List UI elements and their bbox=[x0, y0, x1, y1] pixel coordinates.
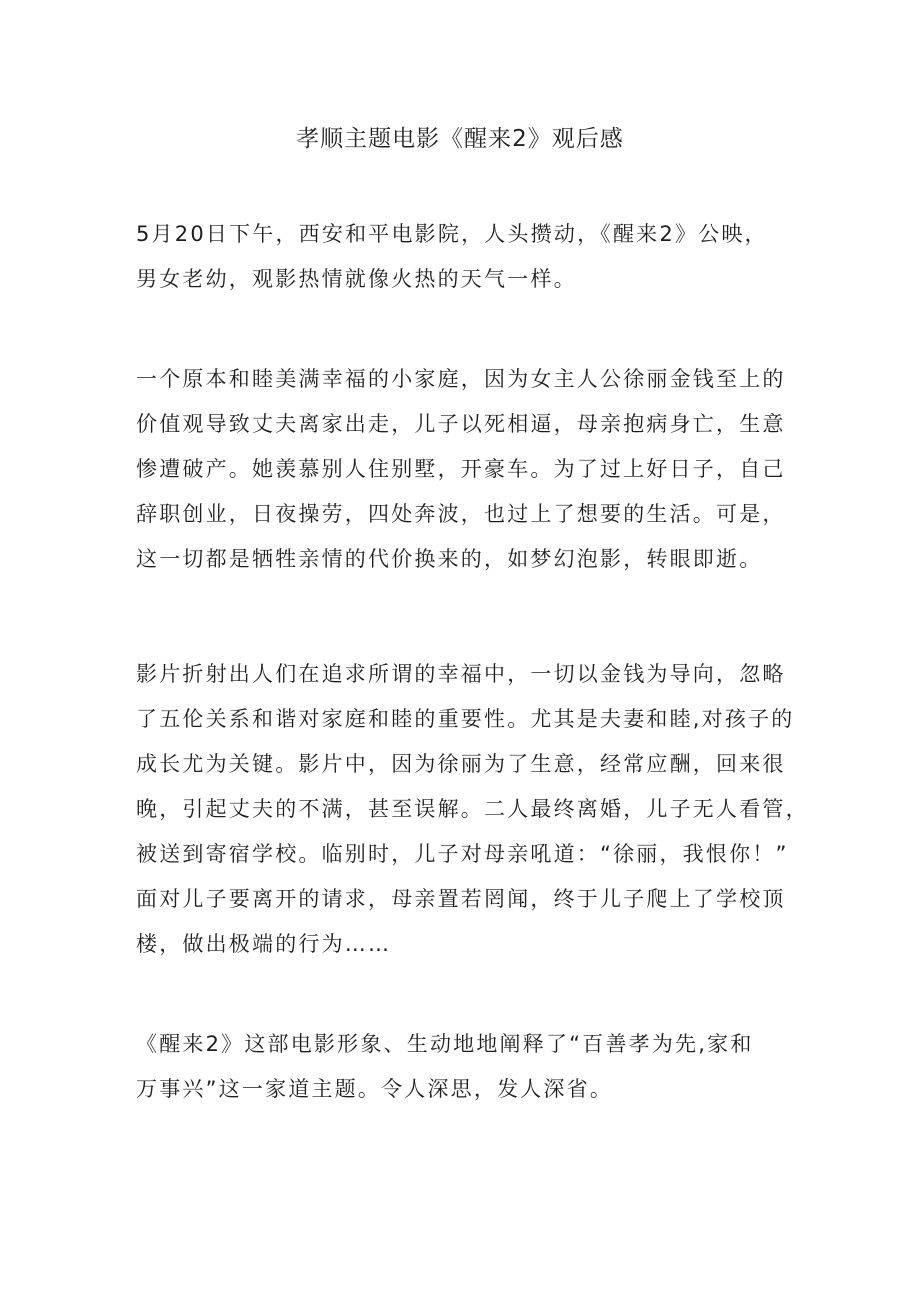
paragraph-4 bbox=[136, 1022, 788, 1112]
paragraph-line: 被送到寄宿学校。临别时，儿子对母亲吼道：“徐丽，我恨你！” bbox=[136, 842, 789, 866]
paragraph-line: 一个原本和睦美满幸福的小家庭，因为女主人公徐丽金钱至上的 bbox=[136, 367, 786, 391]
document-title: 孝顺主题电影《醒来2》观后感 bbox=[296, 126, 624, 152]
paragraph-1 bbox=[136, 212, 788, 302]
paragraph-line: 影片折射出人们在追求所谓的幸福中，一切以金钱为导向，忽略 bbox=[136, 662, 786, 686]
paragraph-line: 这一切都是牺牲亲情的代价换来的，如梦幻泡影，转眼即逝。 bbox=[136, 547, 763, 571]
paragraph-line: 《醒来2》这部电影形象、生动地地阐释了“百善孝为先,家和 bbox=[136, 1032, 754, 1056]
paragraph-3 bbox=[136, 652, 809, 967]
paragraph-line: 了五伦关系和谐对家庭和睦的重要性。尤其是夫妻和睦,对孩子的 bbox=[136, 707, 795, 731]
paragraph-line: 面对儿子要离开的请求，母亲置若罔闻，终于儿子爬上了学校顶 bbox=[136, 887, 786, 911]
paragraph-line: 价值观导致丈夫离家出走，儿子以死相逼，母亲抱病身亡，生意 bbox=[136, 412, 786, 436]
paragraph-line: 万事兴”这一家道主题。令人深思，发人深省。 bbox=[136, 1077, 614, 1101]
paragraph-2 bbox=[136, 357, 788, 582]
paragraph-line: 辞职创业，日夜操劳，四处奔波，也过上了想要的生活。可是， bbox=[136, 502, 786, 526]
paragraph-line: 惨遭破产。她羡慕别人住别墅，开豪车。为了过上好日子，自己 bbox=[136, 457, 786, 481]
paragraph-line: 5月20日下午，西安和平电影院，人头攒动，《醒来2》公映， bbox=[136, 222, 768, 246]
paragraph-line: 晚，引起丈夫的不满，甚至误解。二人最终离婚，儿子无人看管， bbox=[136, 797, 809, 821]
paragraph-line: 成长尤为关键。影片中，因为徐丽为了生意，经常应酬，回来很 bbox=[136, 752, 786, 776]
paragraph-line: 楼，做出极端的行为…… bbox=[136, 932, 392, 956]
paragraph-line: 男女老幼，观影热情就像火热的天气一样。 bbox=[136, 267, 577, 291]
